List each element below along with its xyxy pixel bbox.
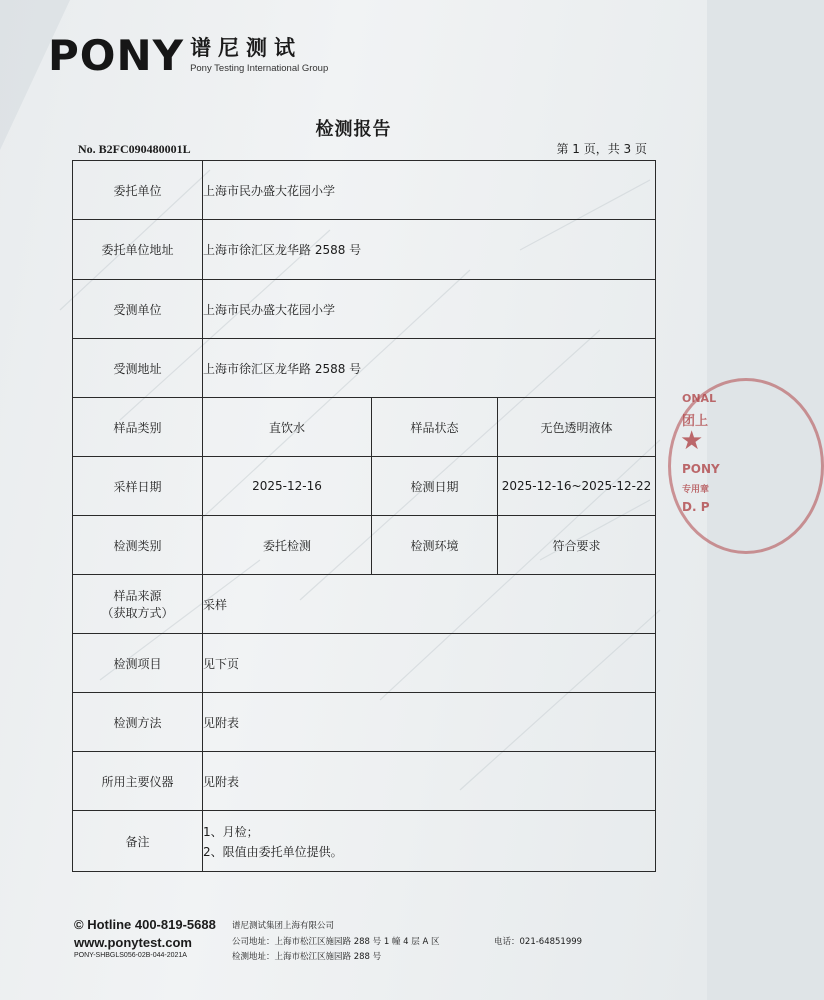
sample-state-label: 样品状态 <box>372 398 498 457</box>
document-title: 检测报告 <box>315 119 392 140</box>
footer-test-address: 检测地址：上海市松江区施园路 288 号 <box>232 952 382 962</box>
seal-star-icon: ★ <box>680 426 704 456</box>
footer-doc-number: PONY-SHBGLS056-02B-044-2021A <box>74 952 187 959</box>
sample-source-value: 采样 <box>203 575 656 634</box>
footer-company-name: 谱尼测试集团上海有限公司 <box>232 921 335 931</box>
table-row <box>73 161 656 220</box>
seal-text-1: ONAL <box>682 392 717 405</box>
table-row <box>73 220 656 280</box>
sampling-date-value: 2025-12-16 <box>203 457 372 516</box>
seal-text-4: PONY <box>682 462 720 476</box>
test-environment-label: 检测环境 <box>372 516 498 575</box>
official-seal-stamp <box>662 378 752 548</box>
sample-source-label <box>73 575 203 634</box>
test-environment-value: 符合要求 <box>498 516 656 575</box>
test-items-label: 检测项目 <box>73 634 203 693</box>
page-footer <box>0 915 707 975</box>
footer-website: www.ponytest.com <box>74 935 192 950</box>
table-row <box>73 457 656 516</box>
test-items-value: 见下页 <box>203 634 656 693</box>
company-logo <box>48 31 329 80</box>
logo-wordmark: PONY <box>48 31 185 80</box>
table-row <box>73 575 656 634</box>
table-row <box>73 752 656 811</box>
footer-phone: 电话：021-64851999 <box>494 937 583 947</box>
test-method-label: 检测方法 <box>73 693 203 752</box>
tested-address-value: 上海市徐汇区龙华路 2588 号 <box>203 339 656 398</box>
test-category-label: 检测类别 <box>73 516 203 575</box>
seal-text-5: 专用章 <box>682 485 710 495</box>
page-indicator: 第 1 页，共 3 页 <box>556 142 647 156</box>
logo-english-name: Pony Testing International Group <box>190 63 329 74</box>
test-date-label: 检测日期 <box>372 457 498 516</box>
seal-text-6: D. P <box>682 500 710 514</box>
table-row <box>73 634 656 693</box>
table-row <box>73 339 656 398</box>
table-row <box>73 693 656 752</box>
client-label: 委托单位 <box>73 161 203 220</box>
sample-type-label: 样品类别 <box>73 398 203 457</box>
instruments-value: 见附表 <box>203 752 656 811</box>
remarks-line-1: 1、月检； <box>203 824 259 839</box>
sample-state-value: 无色透明液体 <box>498 398 656 457</box>
sample-source-label-line-2: （获取方式） <box>101 606 174 620</box>
remarks-label: 备注 <box>73 811 203 872</box>
footer-hotline: © Hotline 400-819-5688 <box>74 917 216 932</box>
client-value: 上海市民办盛大花园小学 <box>203 161 656 220</box>
table-row <box>73 811 656 872</box>
tested-unit-label: 受测单位 <box>73 280 203 339</box>
instruments-label: 所用主要仪器 <box>73 752 203 811</box>
sampling-date-label: 采样日期 <box>73 457 203 516</box>
test-method-value: 见附表 <box>203 693 656 752</box>
sample-source-label-line-1: 样品来源 <box>113 589 162 603</box>
logo-chinese-name: 谱尼测试 <box>190 36 303 60</box>
client-address-value: 上海市徐汇区龙华路 2588 号 <box>203 220 656 280</box>
test-category-value: 委托检测 <box>203 516 372 575</box>
remarks-line-2: 2、限值由委托单位提供。 <box>203 844 343 859</box>
tested-address-label: 受测地址 <box>73 339 203 398</box>
tested-unit-value: 上海市民办盛大花园小学 <box>203 280 656 339</box>
table-row <box>73 516 656 575</box>
client-address-label: 委托单位地址 <box>73 220 203 280</box>
logo-text-block <box>190 36 328 74</box>
table-row <box>73 398 656 457</box>
test-date-value: 2025-12-16~2025-12-22 <box>498 457 656 516</box>
table-row <box>73 280 656 339</box>
report-info-table <box>72 160 656 872</box>
remarks-value <box>203 811 656 872</box>
sample-type-value: 直饮水 <box>203 398 372 457</box>
report-number: No. B2FC090480001L <box>78 142 191 156</box>
footer-company-address: 公司地址：上海市松江区施园路 288 号 1 幢 4 层 A 区 <box>232 937 440 947</box>
seal-text-2: 团上 <box>682 414 709 429</box>
